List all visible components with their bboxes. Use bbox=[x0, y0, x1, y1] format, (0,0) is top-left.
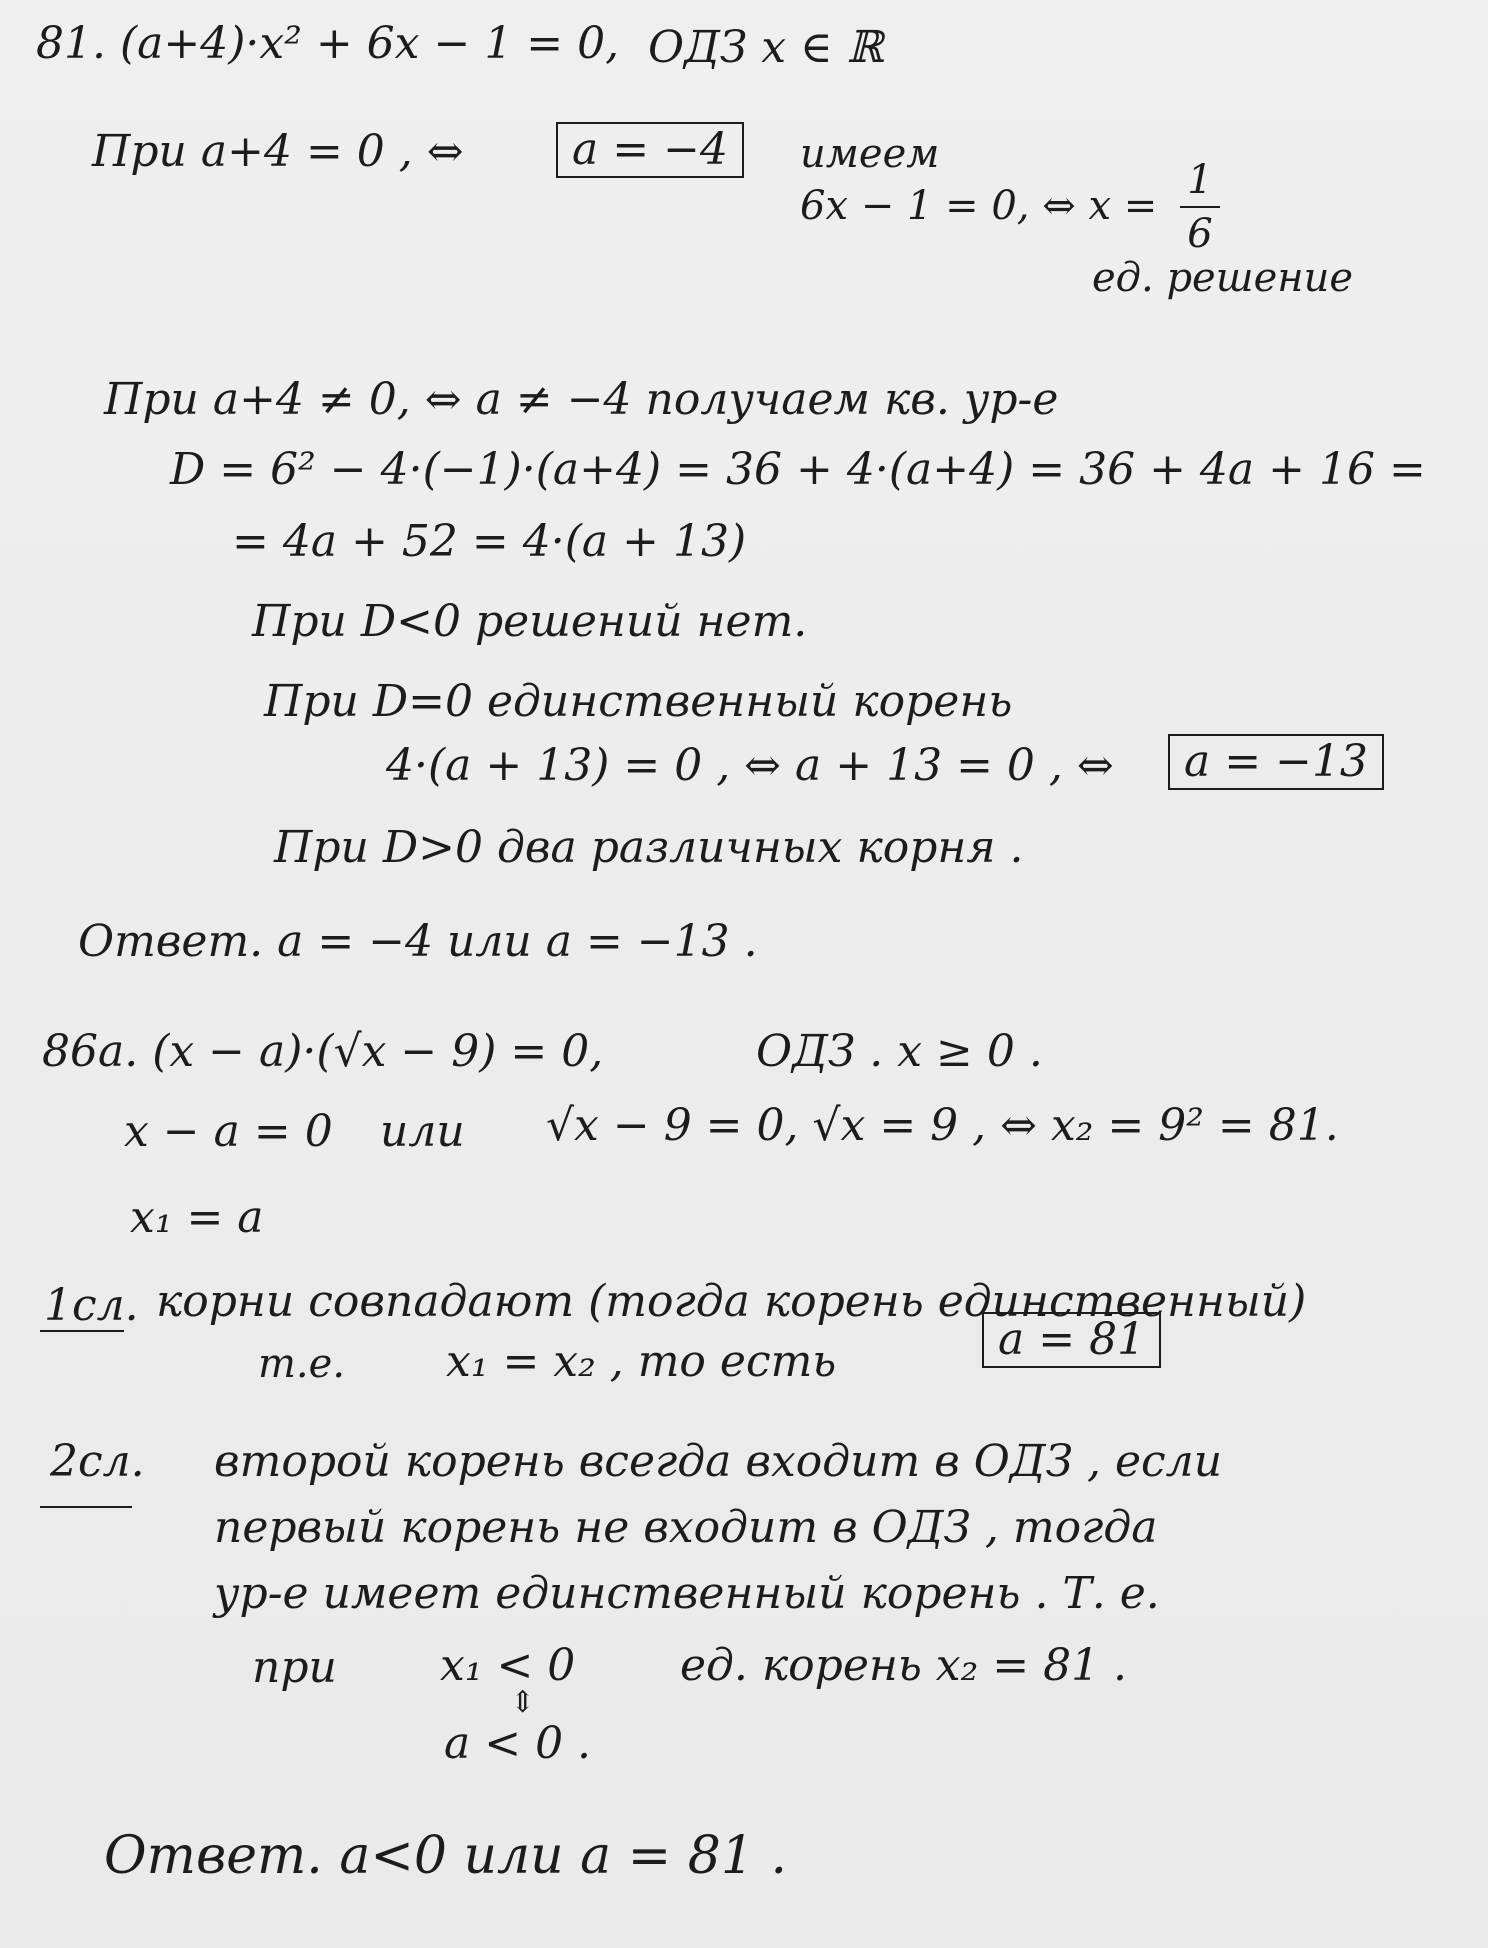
p86-root-x1: x₁ = a bbox=[130, 1192, 264, 1243]
p81-d-zero: При D=0 единственный корень bbox=[264, 676, 1013, 727]
p86-factor-2-equation: √x − 9 = 0, √x = 9 , ⇔ x₂ = 9² = 81. bbox=[546, 1100, 1339, 1151]
fraction-denominator: 6 bbox=[1187, 211, 1213, 257]
p86-case-2-line-2: первый корень не входит в ОДЗ , тогда bbox=[214, 1502, 1158, 1553]
p81-boxed-answer-2: a = −13 bbox=[1168, 734, 1384, 790]
problem-81-equation: 81. (a+4)·x² + 6x − 1 = 0, bbox=[36, 18, 620, 69]
p86-factor-1-equation: x − a = 0 bbox=[124, 1106, 333, 1157]
fraction-bar bbox=[1180, 206, 1220, 208]
p81-case-a-neq-minus4: При a+4 ≠ 0, ⇔ a ≠ −4 получаем кв. ур-е bbox=[104, 374, 1059, 425]
p86-case-2-line-1: второй корень всегда входит в ОДЗ , если bbox=[214, 1436, 1223, 1487]
p81-fraction bbox=[1180, 157, 1220, 257]
p86-answer: Ответ. a<0 или a = 81 . bbox=[104, 1826, 788, 1886]
p81-answer: Ответ. a = −4 или a = −13 . bbox=[78, 916, 758, 967]
p86-boxed-answer: a = 81 bbox=[982, 1312, 1161, 1368]
p86-case-2-condition: a < 0 . bbox=[444, 1718, 592, 1769]
p81-linear-equation: 6x − 1 = 0, ⇔ x = bbox=[800, 183, 1158, 229]
p86-case-1-text: корни совпадают (тогда корень единственный) bbox=[156, 1276, 1307, 1327]
case-2-underline bbox=[40, 1506, 132, 1508]
p81-d-positive: При D>0 два различных корня . bbox=[274, 822, 1024, 873]
p81-d-zero-equation: 4·(a + 13) = 0 , ⇔ a + 13 = 0 , ⇔ bbox=[386, 740, 1114, 791]
p86-case-2-unique-root: ед. корень x₂ = 81 . bbox=[680, 1640, 1128, 1691]
p86-case-1-equation: x₁ = x₂ , то есть bbox=[446, 1336, 837, 1387]
p86-case-1-ie: т.е. bbox=[258, 1341, 346, 1387]
p86-case-2-label: 2сл. bbox=[50, 1436, 145, 1487]
problem-81-domain: ОДЗ x ∈ ℝ bbox=[648, 22, 884, 73]
case-1-underline bbox=[40, 1330, 124, 1332]
p86-case-1-label: 1сл. bbox=[44, 1280, 139, 1331]
p81-boxed-answer-1: a = −4 bbox=[556, 122, 744, 178]
p81-case-a-eq-minus4: При a+4 = 0 , ⇔ bbox=[92, 126, 464, 177]
p81-d-negative: При D<0 решений нет. bbox=[252, 596, 808, 647]
p86-case-2-line-3: ур-е имеет единственный корень . Т. е. bbox=[214, 1568, 1160, 1619]
p81-discriminant-line-2: = 4a + 52 = 4·(a + 13) bbox=[232, 516, 747, 567]
p81-discriminant-line-1: D = 6² − 4·(−1)·(a+4) = 36 + 4·(a+4) = 36 + 4a + 16 = bbox=[170, 444, 1426, 495]
problem-86a-domain: ОДЗ . x ≥ 0 . bbox=[756, 1026, 1043, 1077]
problem-86a-equation: 86a. (x − a)·(√x − 9) = 0, bbox=[42, 1026, 604, 1077]
equivalence-arrow-icon: ⇕ bbox=[510, 1685, 536, 1720]
p86-case-2-inequality: x₁ < 0 bbox=[440, 1640, 576, 1691]
p81-unique-solution-note: ед. решение bbox=[1092, 255, 1354, 301]
fraction-numerator: 1 bbox=[1187, 157, 1213, 203]
p86-or-word: или bbox=[380, 1106, 465, 1157]
p81-has-label: имеем bbox=[800, 131, 940, 177]
p86-case-2-when: при bbox=[252, 1642, 337, 1693]
